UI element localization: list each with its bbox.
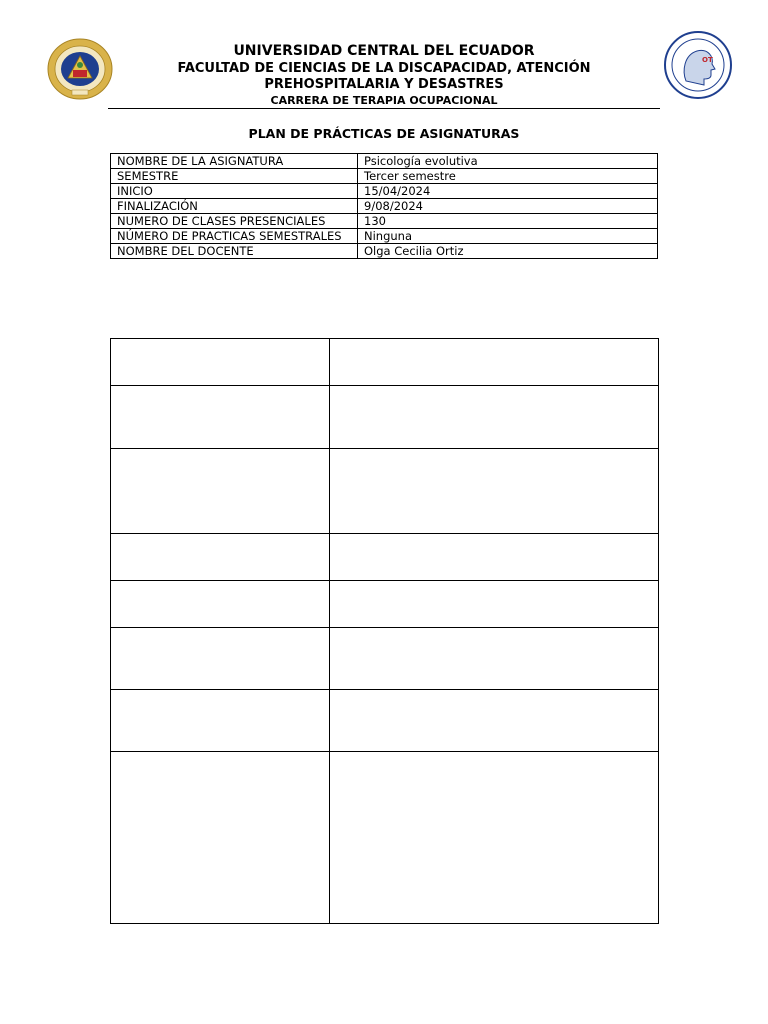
- practice-plan-table: [110, 338, 659, 924]
- table-cell: [330, 752, 659, 924]
- field-value: 130: [358, 214, 658, 229]
- table-row: [111, 214, 658, 229]
- field-label: NÚMERO DE PRACTICAS SEMESTRALES: [111, 229, 358, 244]
- table-row: [111, 184, 658, 199]
- header-divider: [108, 108, 660, 109]
- table-cell: [111, 449, 330, 534]
- field-label: NUMERO DE CLASES PRESENCIALES: [111, 214, 358, 229]
- field-value: Tercer semestre: [358, 169, 658, 184]
- table-row: [111, 229, 658, 244]
- table-cell: [330, 581, 659, 628]
- field-label: SEMESTRE: [111, 169, 358, 184]
- university-name: UNIVERSIDAD CENTRAL DEL ECUADOR: [233, 43, 535, 59]
- field-value: Olga Cecilia Ortiz: [358, 244, 658, 259]
- table-row: [111, 386, 659, 449]
- table-row: [111, 752, 659, 924]
- svg-text:OT: OT: [702, 56, 713, 64]
- faculty-name-line1: FACULTAD DE CIENCIAS DE LA DISCAPACIDAD, ATENCIÓN: [177, 61, 591, 76]
- field-label: NOMBRE DE LA ASIGNATURA: [111, 154, 358, 169]
- field-value: Psicología evolutiva: [358, 154, 658, 169]
- faculty-name-line2: PREHOSPITALARIA Y DESASTRES: [264, 77, 504, 92]
- table-row: [111, 581, 659, 628]
- table-row: [111, 169, 658, 184]
- table-cell: [111, 534, 330, 581]
- table-cell: [111, 690, 330, 752]
- table-row: [111, 628, 659, 690]
- subject-info-table: [110, 153, 658, 259]
- field-value: 9/08/2024: [358, 199, 658, 214]
- table-cell: [330, 628, 659, 690]
- table-cell: [111, 628, 330, 690]
- table-cell: [111, 581, 330, 628]
- field-value: Ninguna: [358, 229, 658, 244]
- table-cell: [330, 534, 659, 581]
- table-cell: [111, 339, 330, 386]
- table-cell: [330, 339, 659, 386]
- field-label: NOMBRE DEL DOCENTE: [111, 244, 358, 259]
- table-row: [111, 534, 659, 581]
- document-title: PLAN DE PRÁCTICAS DE ASIGNATURAS: [248, 126, 520, 141]
- field-value: 15/04/2024: [358, 184, 658, 199]
- table-cell: [330, 690, 659, 752]
- table-row: [111, 199, 658, 214]
- table-cell: [330, 386, 659, 449]
- table-cell: [330, 449, 659, 534]
- table-row: [111, 339, 659, 386]
- table-row: [111, 244, 658, 259]
- table-row: [111, 154, 658, 169]
- table-cell: [111, 752, 330, 924]
- table-row: [111, 690, 659, 752]
- table-row: [111, 449, 659, 534]
- table-cell: [111, 386, 330, 449]
- career-name: CARRERA DE TERAPIA OCUPACIONAL: [270, 94, 498, 107]
- field-label: INICIO: [111, 184, 358, 199]
- field-label: FINALIZACIÓN: [111, 199, 358, 214]
